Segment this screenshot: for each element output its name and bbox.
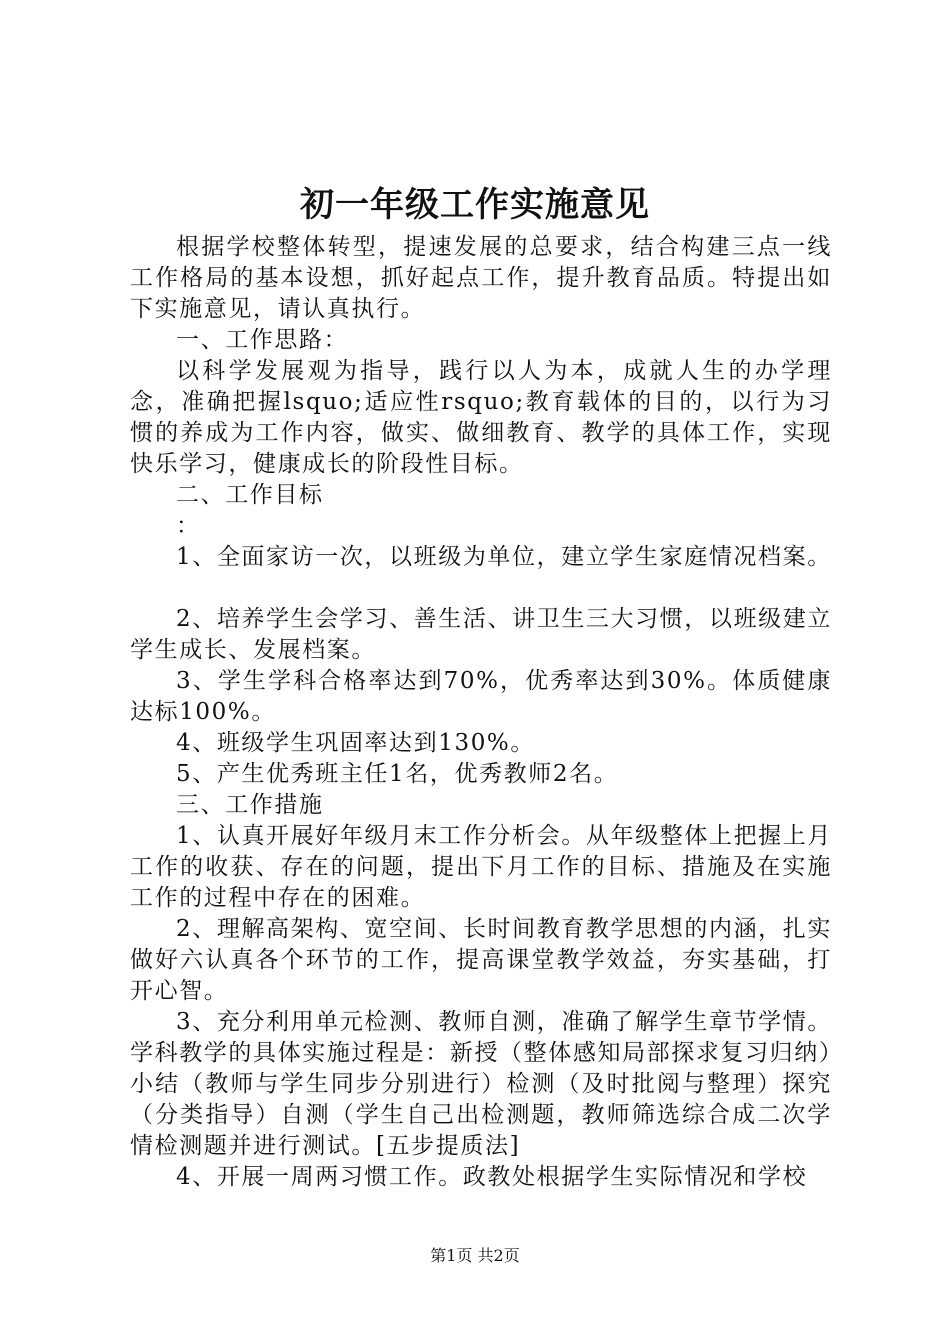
heading-colon: ：: [176, 513, 201, 539]
paragraph-work-approach: 以科学发展观为指导，践行以人为本，成就人生的办学理念，准确把握lsquo;适应性rsquo;教育载体的目的，以行为习惯的养成为工作内容，做实、做细教育、教学的具体工作，实现快乐学习，健康成长的阶段性目标。: [130, 358, 832, 477]
blank-line: [130, 573, 832, 604]
measure-item-4: 4、开展一周两习惯工作。政教处根据学生实际情况和学校: [176, 1164, 808, 1190]
heading-work-measures: 三、工作措施: [176, 792, 324, 818]
page-footer: 第1页 共2页: [430, 1246, 520, 1265]
goal-item-3: 3、学生学科合格率达到70%，优秀率达到30%。体质健康达标100%。: [130, 668, 832, 725]
measure-item-3: 3、充分利用单元检测、教师自测，准确了解学生章节学情。学科教学的具体实施过程是：新授（整体感知局部探求复习归纳）小结（教师与学生同步分别进行）检测（及时批阅与整理）探究（分类指导）自测（学生自己出检测题，教师筛选综合成二次学情检测题并进行测试。[五步提质法]: [130, 1009, 832, 1159]
goal-item-5: 5、产生优秀班主任1名，优秀教师2名。: [176, 761, 619, 787]
heading-work-approach: 一、工作思路：: [176, 327, 349, 353]
heading-work-goals: 二、工作目标: [176, 482, 324, 508]
goal-item-1: 1、全面家访一次，以班级为单位，建立学生家庭情况档案。: [176, 544, 832, 570]
paragraph-intro: 根据学校整体转型，提速发展的总要求，结合构建三点一线工作格局的基本设想，抓好起点工作，提升教育品质。特提出如下实施意见，请认真执行。: [130, 234, 832, 322]
document-title: 初一年级工作实施意见: [300, 185, 650, 225]
goal-item-4: 4、班级学生巩固率达到130%。: [176, 730, 535, 756]
measure-item-2: 2、理解高架构、宽空间、长时间教育教学思想的内涵，扎实做好六认真各个环节的工作，提高课堂教学效益，夯实基础，打开心智。: [130, 916, 832, 1004]
document-body: [130, 232, 832, 1193]
measure-item-1: 1、认真开展好年级月末工作分析会。从年级整体上把握上月工作的收获、存在的问题，提出下月工作的目标、措施及在实施工作的过程中存在的困难。: [130, 823, 832, 911]
goal-item-2: 2、培养学生会学习、善生活、讲卫生三大习惯，以班级建立学生成长、发展档案。: [130, 606, 832, 663]
